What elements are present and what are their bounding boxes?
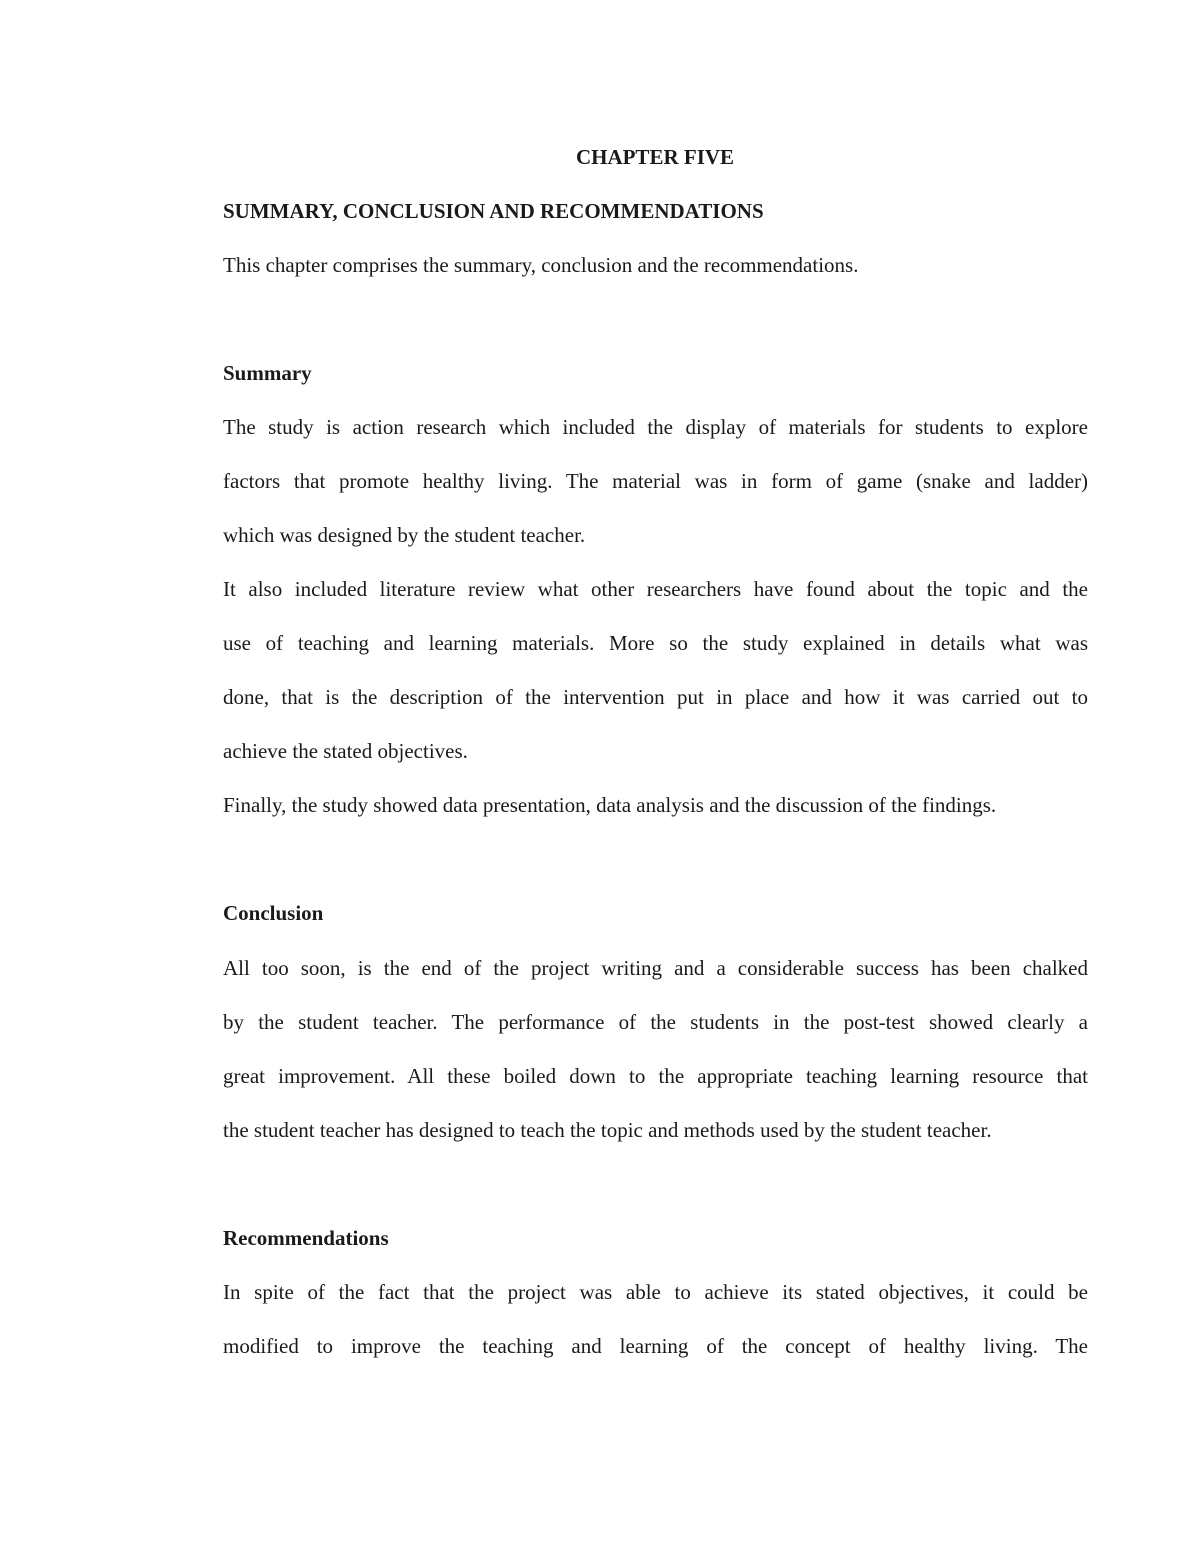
summary-line: done, that is the description of the intervention put in place and how it was carried out to xyxy=(223,685,1088,709)
summary-line: Finally, the study showed data presentation, data analysis and the discussion of the findings. xyxy=(223,793,997,817)
section-title: SUMMARY, CONCLUSION AND RECOMMENDATIONS xyxy=(223,199,764,223)
summary-line: which was designed by the student teacher. xyxy=(223,523,586,547)
conclusion-line: the student teacher has designed to teach the topic and methods used by the student teacher. xyxy=(223,1118,992,1142)
conclusion-heading: Conclusion xyxy=(223,901,324,925)
recommendations-heading: Recommendations xyxy=(223,1226,389,1250)
summary-line: use of teaching and learning materials. More so the study explained in details what was xyxy=(223,631,1088,655)
intro-paragraph: This chapter comprises the summary, conclusion and the recommendations. xyxy=(223,253,859,277)
summary-line: It also included literature review what other researchers have found about the topic and the xyxy=(223,577,1088,601)
summary-line: factors that promote healthy living. The material was in form of game (snake and ladder) xyxy=(223,469,1088,493)
conclusion-line: All too soon, is the end of the project writing and a considerable success has been chalked xyxy=(223,956,1088,980)
recommendations-line: modified to improve the teaching and learning of the concept of healthy living. The xyxy=(223,1334,1088,1358)
summary-line: The study is action research which included the display of materials for students to explore xyxy=(223,415,1088,439)
summary-line: achieve the stated objectives. xyxy=(223,739,468,763)
conclusion-line: great improvement. All these boiled down to the appropriate teaching learning resource that xyxy=(223,1064,1088,1088)
conclusion-line: by the student teacher. The performance of the students in the post-test showed clearly a xyxy=(223,1010,1088,1034)
recommendations-line: In spite of the fact that the project was able to achieve its stated objectives, it could be xyxy=(223,1280,1088,1304)
summary-heading: Summary xyxy=(223,361,312,385)
chapter-title: CHAPTER FIVE xyxy=(575,145,735,169)
